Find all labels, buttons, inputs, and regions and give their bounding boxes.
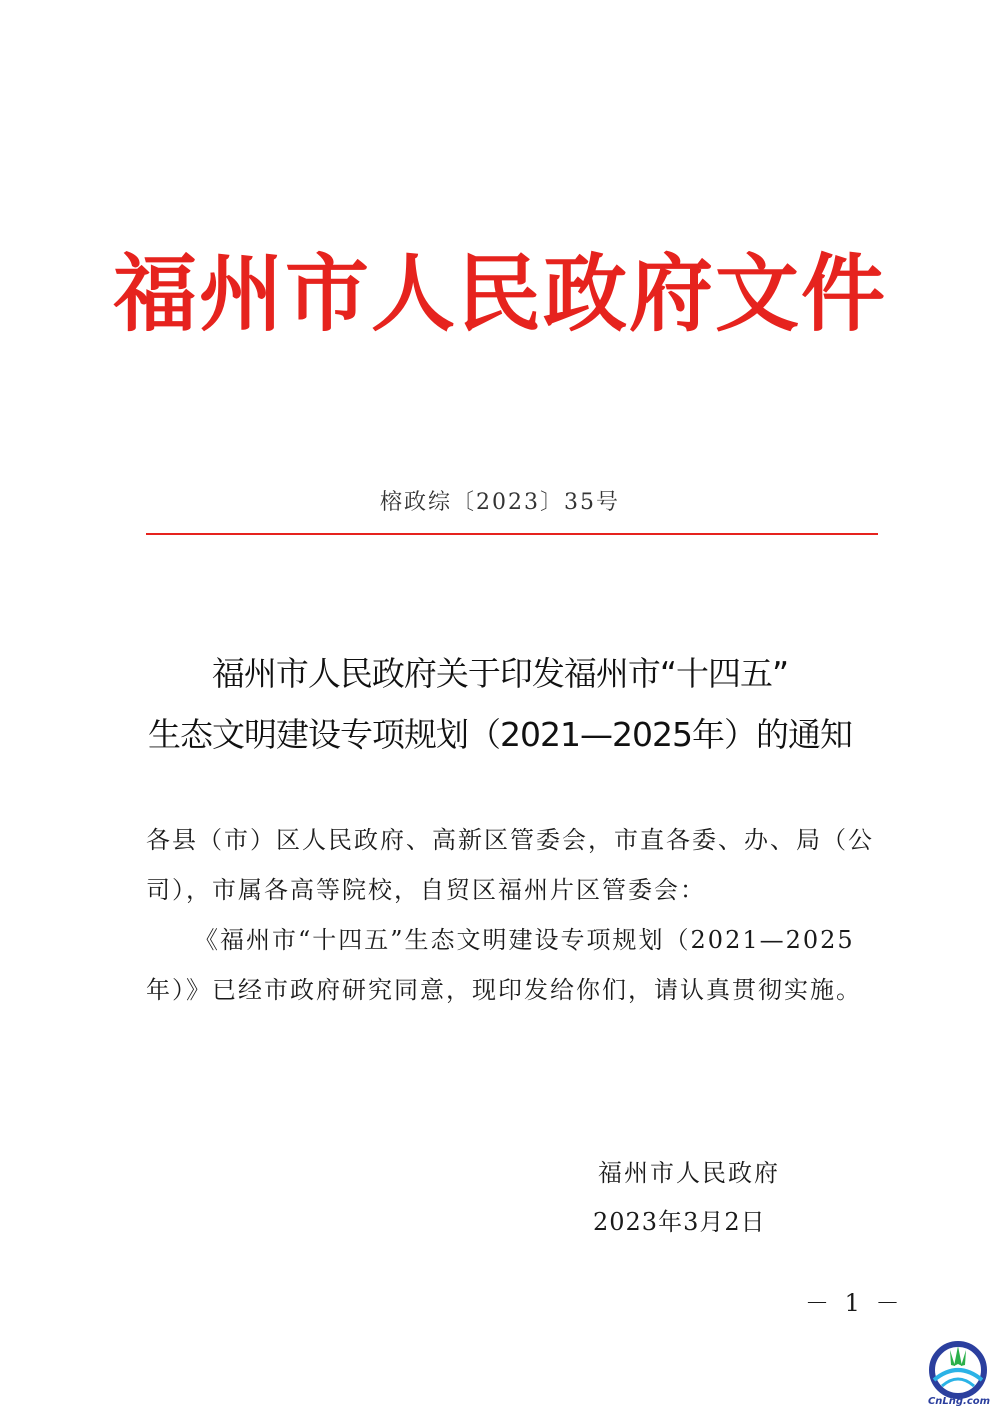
addressee-line-1: 各县（市）区人民政府、高新区管委会，市直各委、办、局（公 [146,826,874,854]
content-line-1: 《福州市“十四五”生态文明建设专项规划（2021—2025 [194,926,855,954]
page-number: － 1 － [805,1289,904,1317]
red-divider-line [146,533,878,535]
issuer-title: 福州市人民政府文件 [112,245,887,343]
addressee-line-2: 司），市属各高等院校，自贸区福州片区管委会： [146,876,706,904]
notice-title-line-2: 生态文明建设专项规划（2021—2025年）的通知 [148,715,852,754]
watermark-caption: CnLng.com [927,1396,991,1407]
notice-title-line-1: 福州市人民政府关于印发福州市“十四五” [211,654,789,693]
content-line-2: 年）》已经市政府研究同意，现印发给你们，请认真贯彻实施。 [146,976,862,1004]
document-number: 榕政综〔2023〕35号 [380,490,620,515]
signature-date: 2023年3月2日 [593,1208,766,1236]
signer-name: 福州市人民政府 [598,1159,780,1187]
